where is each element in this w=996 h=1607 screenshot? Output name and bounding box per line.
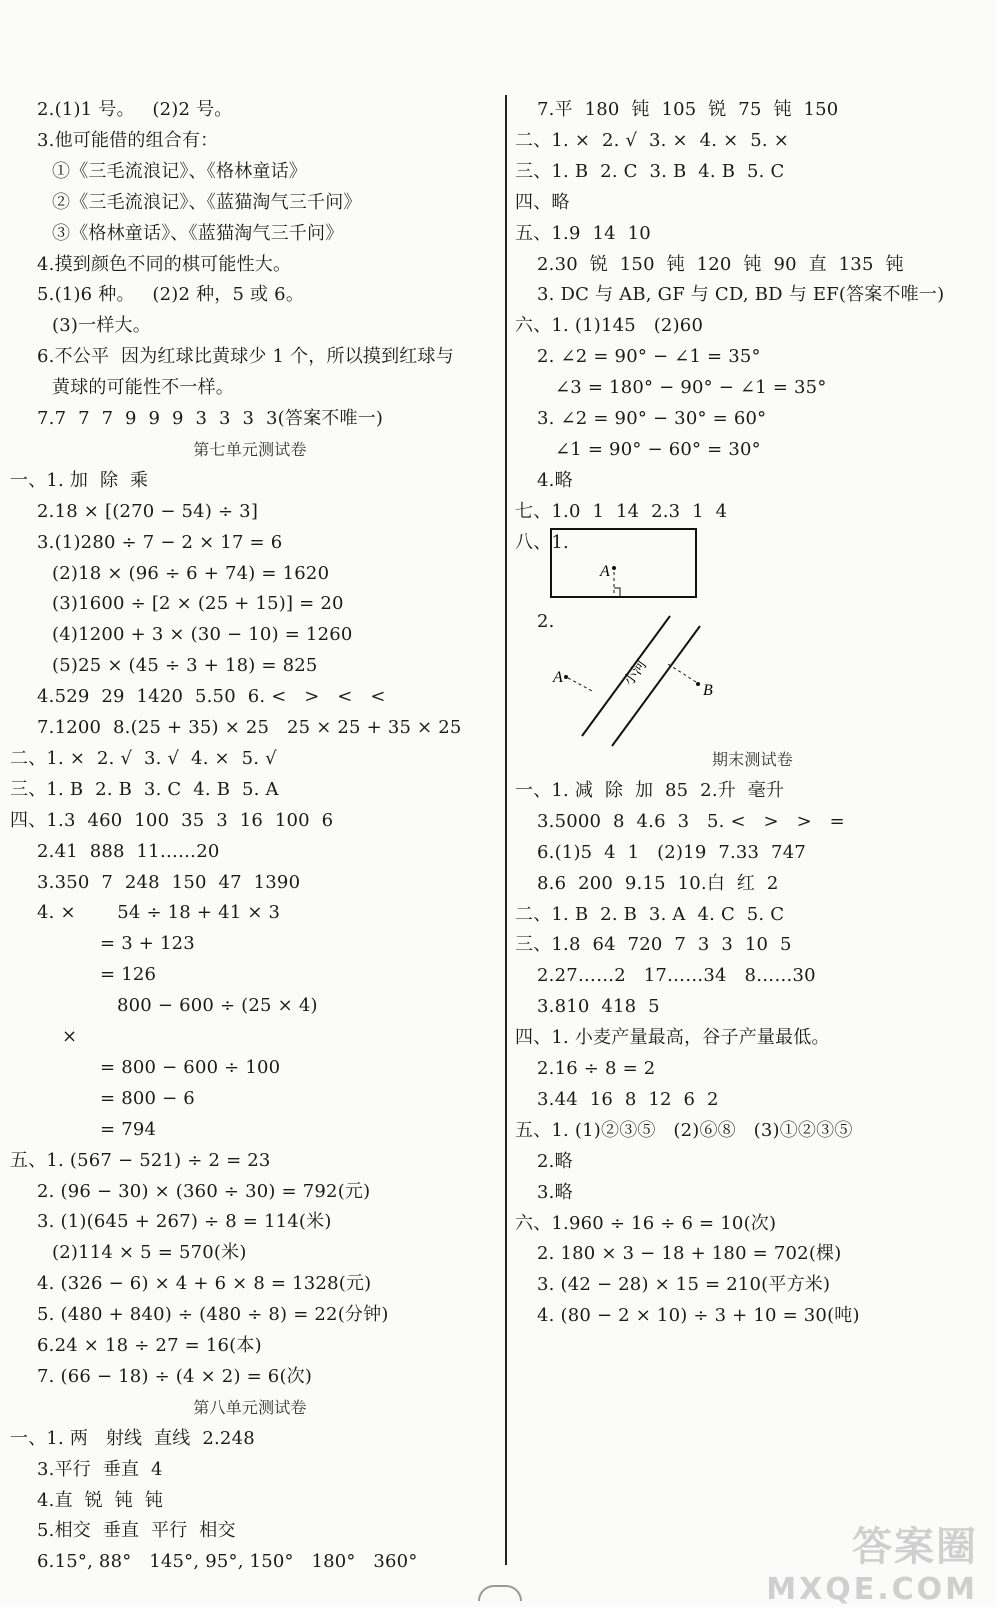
answer-line: 四、略 xyxy=(515,191,570,213)
answer-line: 2. xyxy=(537,611,555,632)
answer-line: 四、1.3 460 100 35 3 16 100 6 xyxy=(10,809,334,831)
answer-line: 2. 180 × 3 − 18 + 180 = 702(棵) xyxy=(537,1243,842,1265)
answer-line: 5. (480 + 840) ÷ (480 ÷ 8) = 22(分钟) xyxy=(37,1304,389,1326)
answer-line: 七、1.0 1 14 2.3 1 4 xyxy=(515,500,728,522)
answer-line: 八、1. xyxy=(515,531,569,553)
answer-line: 3. ∠2 = 90° − 30° = 60° xyxy=(537,408,767,429)
answer-line: (3)1600 ÷ [2 × (25 + 15)] = 20 xyxy=(52,593,344,615)
answer-line: (3)一样大。 xyxy=(52,315,151,337)
answer-line: 3.(1)280 ÷ 7 − 2 × 17 = 6 xyxy=(37,531,283,553)
right-angle-mark xyxy=(614,588,620,596)
answer-line: 3.5000 8 4.6 3 5. < > > = xyxy=(537,810,845,832)
path-a xyxy=(568,678,594,692)
answer-line: 二、1. B 2. B 3. A 4. C 5. C xyxy=(515,903,785,925)
watermark-line1: 答案圈 xyxy=(852,1524,978,1570)
answer-line: (4)1200 + 3 × (30 − 10) = 1260 xyxy=(52,624,353,646)
answer-line: 2. (96 − 30) × (360 ÷ 30) = 792(元) xyxy=(37,1180,371,1202)
answer-line: 六、1. (1)145 (2)60 xyxy=(515,315,704,337)
page-number-ornament xyxy=(478,1585,522,1601)
answer-line: (2)114 × 5 = 570(米) xyxy=(52,1242,247,1264)
answer-line: 3. (1)(645 + 267) ÷ 8 = 114(米) xyxy=(37,1211,332,1233)
answer-line: 3.350 7 248 150 47 1390 xyxy=(37,871,301,893)
answer-line: 一、1. 减 除 加 85 2.升 毫升 xyxy=(515,779,785,801)
point-b xyxy=(696,682,700,686)
answer-line: 五、1. (567 − 521) ÷ 2 = 23 xyxy=(10,1149,271,1171)
answer-line: = 126 xyxy=(100,964,157,986)
answer-line: 三、1. B 2. B 3. C 4. B 5. A xyxy=(10,778,279,800)
answer-line: 4.摸到颜色不同的棋可能性大。 xyxy=(37,253,292,275)
answer-line: 3.平行 垂直 4 xyxy=(37,1458,163,1480)
answer-line: 4.529 29 1420 5.50 6. < > < < xyxy=(37,686,386,708)
answer-line: × xyxy=(62,1026,78,1047)
answer-line: 一、1. 加 除 乘 xyxy=(10,469,149,491)
column-divider xyxy=(505,95,507,1565)
answer-line: 2.略 xyxy=(537,1150,573,1172)
answer-line: 黄球的可能性不一样。 xyxy=(52,377,234,399)
answer-line: 三、1. B 2. C 3. B 4. B 5. C xyxy=(515,160,785,182)
answer-line: 2.41 888 11……20 xyxy=(37,840,220,862)
label-b: B xyxy=(703,682,713,699)
label-a: A xyxy=(600,563,610,580)
answer-line: 2.30 锐 150 钝 120 钝 90 直 135 钝 xyxy=(537,253,904,275)
answer-line: 2.27……2 17……34 8……30 xyxy=(537,965,816,987)
answer-line: 3.810 418 5 xyxy=(537,996,660,1018)
answer-line: 5.相交 垂直 平行 相交 xyxy=(37,1520,236,1542)
answer-line: 7.平 180 钝 105 锐 75 钝 150 xyxy=(537,99,839,120)
answer-line: ②《三毛流浪记》、《蓝猫淘气三千问》 xyxy=(52,191,362,213)
section-heading: 第七单元测试卷 xyxy=(193,439,307,459)
answer-line: 6.24 × 18 ÷ 27 = 16(本) xyxy=(37,1335,262,1356)
label-a: A xyxy=(553,669,563,686)
answer-line: 五、1. (1)②③⑤ (2)⑥⑧ (3)①②③⑤ xyxy=(515,1119,853,1141)
answer-line: 4.直 锐 钝 钝 xyxy=(37,1489,163,1511)
answer-line: 3.他可能借的组合有： xyxy=(37,129,219,151)
answer-line: 二、1. × 2. √ 3. √ 4. × 5. √ xyxy=(10,747,277,769)
answer-line: 四、1. 小麦产量最高，谷子产量最低。 xyxy=(515,1027,830,1049)
answer-line: 4. (326 − 6) × 4 + 6 × 8 = 1328(元) xyxy=(37,1273,372,1295)
answer-line: ∠1 = 90° − 60° = 30° xyxy=(555,438,761,460)
river-label: 小河 xyxy=(620,657,651,690)
answer-line: 800 − 600 ÷ (25 × 4) xyxy=(117,995,318,1017)
answer-line: ③《格林童话》、《蓝猫淘气三千问》 xyxy=(52,222,344,244)
watermark-line2: MXQE.COM xyxy=(766,1572,978,1607)
point-a xyxy=(612,566,616,570)
answer-line: 2.18 × [(270 − 54) ÷ 3] xyxy=(37,500,259,522)
answer-line: 4.略 xyxy=(537,469,573,491)
answer-line: 一、1. 两 射线 直线 2.248 xyxy=(10,1427,255,1449)
answer-line: = 800 − 6 xyxy=(100,1087,195,1109)
watermark xyxy=(766,1515,978,1607)
answer-line: 7.1200 8.(25 + 35) × 25 25 × 25 + 35 × 25 xyxy=(37,717,462,738)
answer-line: 4. (80 − 2 × 10) ÷ 3 + 10 = 30(吨) xyxy=(537,1305,860,1327)
answer-line: 7.7 7 7 9 9 9 3 3 3 3(答案不唯一) xyxy=(37,408,384,429)
answer-line: 三、1.8 64 720 7 3 3 10 5 xyxy=(515,934,792,956)
answer-line: 2.16 ÷ 8 = 2 xyxy=(537,1058,656,1079)
answer-line: 3.略 xyxy=(537,1181,573,1203)
answer-line: 五、1.9 14 10 xyxy=(515,222,651,244)
section-heading: 第八单元测试卷 xyxy=(193,1397,307,1417)
answer-line: 4. × 54 ÷ 18 + 41 × 3 xyxy=(37,902,281,924)
answer-line: 3.44 16 8 12 6 2 xyxy=(537,1088,719,1110)
river-bank-right xyxy=(612,626,700,746)
rectangle-shape xyxy=(551,529,696,597)
answer-line: = 3 + 123 xyxy=(100,933,195,955)
answer-line: 3. DC 与 AB, GF 与 CD, BD 与 EF(答案不唯一) xyxy=(537,284,945,306)
answer-line: = 794 xyxy=(100,1118,157,1140)
figure-river xyxy=(550,612,740,752)
answer-line: 7. (66 − 18) ÷ (4 × 2) = 6(次) xyxy=(37,1365,313,1387)
answer-line: 2.(1)1 号。 (2)2 号。 xyxy=(37,99,233,120)
answer-line: 2. ∠2 = 90° − ∠1 = 35° xyxy=(537,346,761,368)
answer-line: 6.不公平 因为红球比黄球少 1 个，所以摸到红球与 xyxy=(37,346,454,368)
answer-line: 六、1.960 ÷ 16 ÷ 6 = 10(次) xyxy=(515,1212,777,1234)
answer-line: (5)25 × (45 ÷ 3 + 18) = 825 xyxy=(52,655,318,677)
answer-line: 5.(1)6 种。 (2)2 种，5 或 6。 xyxy=(37,284,305,306)
section-heading: 期末测试卷 xyxy=(711,750,793,769)
answer-line: 3. (42 − 28) × 15 = 210(平方米) xyxy=(537,1274,831,1296)
answer-line: 6.15°, 88° 145°, 95°, 150° 180° 360° xyxy=(37,1551,418,1573)
point-a xyxy=(564,675,568,679)
answer-line: ∠3 = 180° − 90° − ∠1 = 35° xyxy=(555,377,827,399)
answer-line: = 800 − 600 ÷ 100 xyxy=(100,1056,281,1078)
answer-line: ①《三毛流浪记》、《格林童话》 xyxy=(52,160,307,182)
path-b xyxy=(668,664,696,682)
answer-line: 8.6 200 9.15 10.白 红 2 xyxy=(537,872,779,894)
answer-line: 二、1. × 2. √ 3. × 4. × 5. × xyxy=(515,129,790,151)
answer-line: (2)18 × (96 ÷ 6 + 74) = 1620 xyxy=(52,562,330,584)
answer-line: 6.(1)5 4 1 (2)19 7.33 747 xyxy=(537,841,807,863)
figure-rectangle xyxy=(550,528,700,603)
